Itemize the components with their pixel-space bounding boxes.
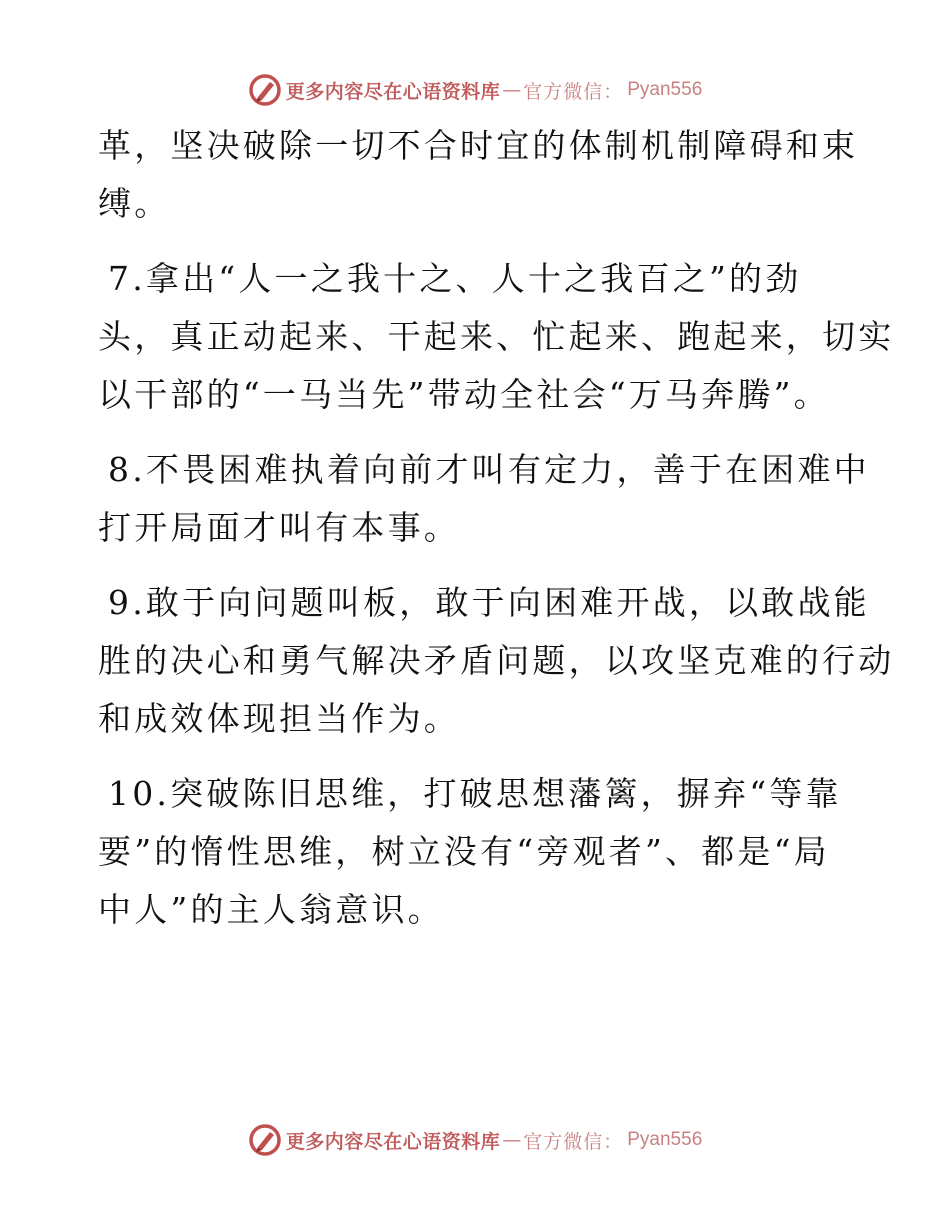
watermark-brand: 更多内容尽在心语资料库 bbox=[285, 80, 501, 103]
text-line: 10.突破陈旧思维，打破思想藩篱，摒弃“等靠 bbox=[108, 774, 842, 813]
paragraph-item-9 bbox=[98, 574, 895, 748]
text-line: 中人”的主人翁意识。 bbox=[98, 890, 444, 929]
text-line: 胜的决心和勇气解决矛盾问题，以攻坚克难的行动 bbox=[98, 641, 895, 680]
watermark-account: Pyan556 bbox=[627, 79, 703, 100]
text-line: 和成效体现担当作为。 bbox=[98, 699, 460, 738]
watermark-official-label: 官方微信： bbox=[523, 1130, 624, 1153]
header-watermark bbox=[0, 70, 950, 110]
document-body bbox=[98, 117, 895, 956]
text-line: 缚。 bbox=[98, 184, 171, 223]
footer-watermark bbox=[0, 1120, 950, 1160]
paragraph-item-7 bbox=[98, 250, 895, 424]
pen-logo-icon bbox=[248, 1123, 282, 1157]
text-line: 7.拿出“人一之我十之、人十之我百之”的劲 bbox=[108, 259, 802, 298]
text-line: 9.敢于向问题叫板，敢于向困难开战，以敢战能 bbox=[108, 583, 870, 622]
watermark-account: Pyan556 bbox=[627, 1129, 703, 1150]
pen-logo-icon bbox=[248, 73, 282, 107]
text-line: 革，坚决破除一切不合时宜的体制机制障碍和束 bbox=[98, 126, 859, 165]
text-line: 以干部的“一马当先”带动全社会“万马奔腾”。 bbox=[98, 375, 830, 414]
paragraph-item-10 bbox=[98, 765, 858, 939]
watermark-separator: — bbox=[502, 1129, 522, 1151]
watermark-official-label: 官方微信： bbox=[523, 80, 624, 103]
text-line: 头，真正动起来、干起来、忙起来、跑起来，切实 bbox=[98, 317, 895, 356]
text-line: 8.不畏困难执着向前才叫有定力，善于在困难中 bbox=[108, 450, 870, 489]
text-line: 要”的惰性思维，树立没有“旁观者”、都是“局 bbox=[98, 832, 830, 871]
watermark-brand: 更多内容尽在心语资料库 bbox=[285, 1130, 501, 1153]
text-line: 打开局面才叫有本事。 bbox=[98, 508, 460, 547]
paragraph-continuation bbox=[98, 117, 858, 233]
paragraph-item-8 bbox=[98, 441, 870, 557]
watermark-separator: — bbox=[502, 79, 522, 101]
